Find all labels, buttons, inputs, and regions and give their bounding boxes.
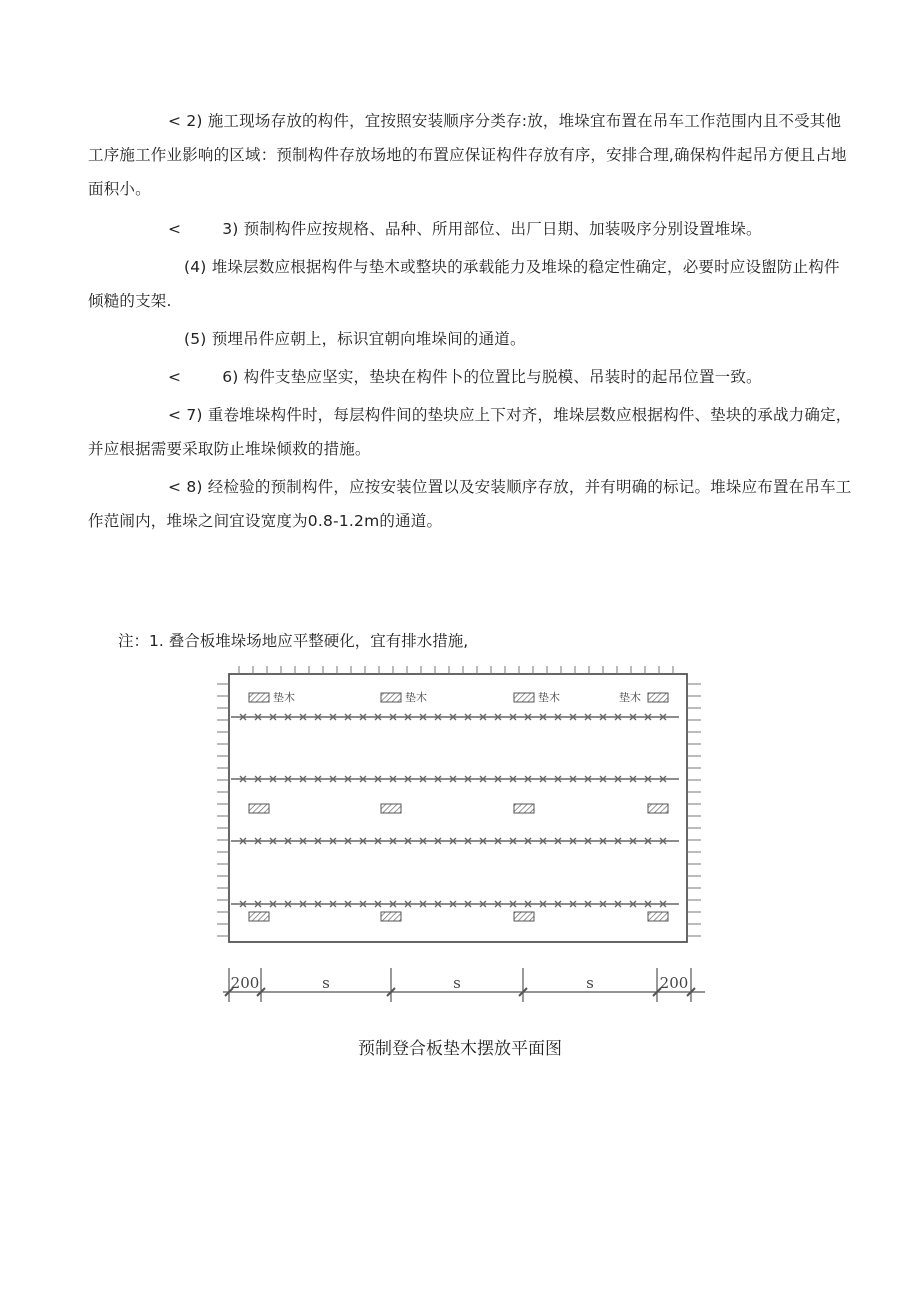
wood-block [514,912,534,921]
wood-block [381,693,401,702]
wood-block-label: 垫木 [405,691,427,704]
wood-block-label: 垫木 [538,691,560,704]
wood-block [249,912,269,921]
dimension-label: s [453,974,461,992]
paragraph-7-marker: < 7) [168,406,203,424]
storage-yard-outline [229,674,687,942]
wood-block [249,693,269,702]
paragraph-2-marker: < 2) [168,112,203,130]
wood-block [648,804,668,813]
paragraph-5 [88,322,852,356]
paragraph-4-text: 堆垛层数应根据构件与垫木或整块的承载能力及堆垛的稳定性确定，必要时应设盥防止构件倾糙的支架. [88,258,840,310]
wood-block [648,693,668,702]
paragraph-6 [88,360,852,394]
paragraph-4 [88,250,852,318]
wood-block-layout-diagram [205,662,715,1012]
paragraph-8-text: 经检验的预制构件，应按安装位置以及安装顺序存放，并有明确的标记。堆垛应布置在吊车工作范闹内，堆垛之间宜设宽度为0.8-1.2m的通道。 [88,478,852,530]
wood-block [381,912,401,921]
paragraph-5-marker: (5) [184,330,207,348]
paragraph-3-text: 预制构件应按规格、品种、所用部位、出厂日期、加装吸序分别设置堆垛。 [243,220,762,238]
paragraph-8 [88,470,852,538]
note-line: 注：1. 叠合板堆垛场地应平整硬化，宜有排水措施, [118,632,469,650]
wood-block [381,804,401,813]
wood-block [514,804,534,813]
dimension-label: 200 [659,974,689,992]
figure-caption: 预制登合板垫木摆放平面图 [358,1039,562,1059]
paragraph-2-text: 施工现场存放的构件，宜按照安装顺序分类存:放，堆垛宜布置在吊车工作范围内且不受其他工序施工作业影响的区域：预制构件存放场地的布置应保证构件存放有序，安排合理,确保构件起吊方便且占地面积小。 [88,112,847,198]
dimension-label: s [586,974,594,992]
wood-block-label: 垫木 [619,691,641,704]
paragraph-4-marker: (4) [184,258,207,276]
paragraph-2 [88,104,852,206]
wood-block [514,693,534,702]
dimension-label: s [322,974,330,992]
paragraph-3 [88,212,852,246]
paragraph-6-text: 构件支垫应坚实，垫块在构件卜的位置比与脱模、吊装时的起吊位置一致。 [243,368,762,386]
paragraph-3-marker: < 3) [168,220,239,238]
wood-block [249,804,269,813]
wood-block [648,912,668,921]
paragraph-7 [88,398,852,466]
paragraph-5-text: 预埋吊件应朝上，标识宜朝向堆垛间的通道。 [211,330,526,348]
wood-block-label: 垫木 [273,691,295,704]
paragraph-7-text: 重卷堆垛构件时，每层构件间的垫块应上下对齐，堆垛层数应根据构件、垫块的承战力确定，并应根据需要采取防止堆垛倾救的措施。 [88,406,852,458]
paragraph-8-marker: < 8) [168,478,203,496]
dimension-label: 200 [230,974,260,992]
paragraph-6-marker: < 6) [168,368,239,386]
